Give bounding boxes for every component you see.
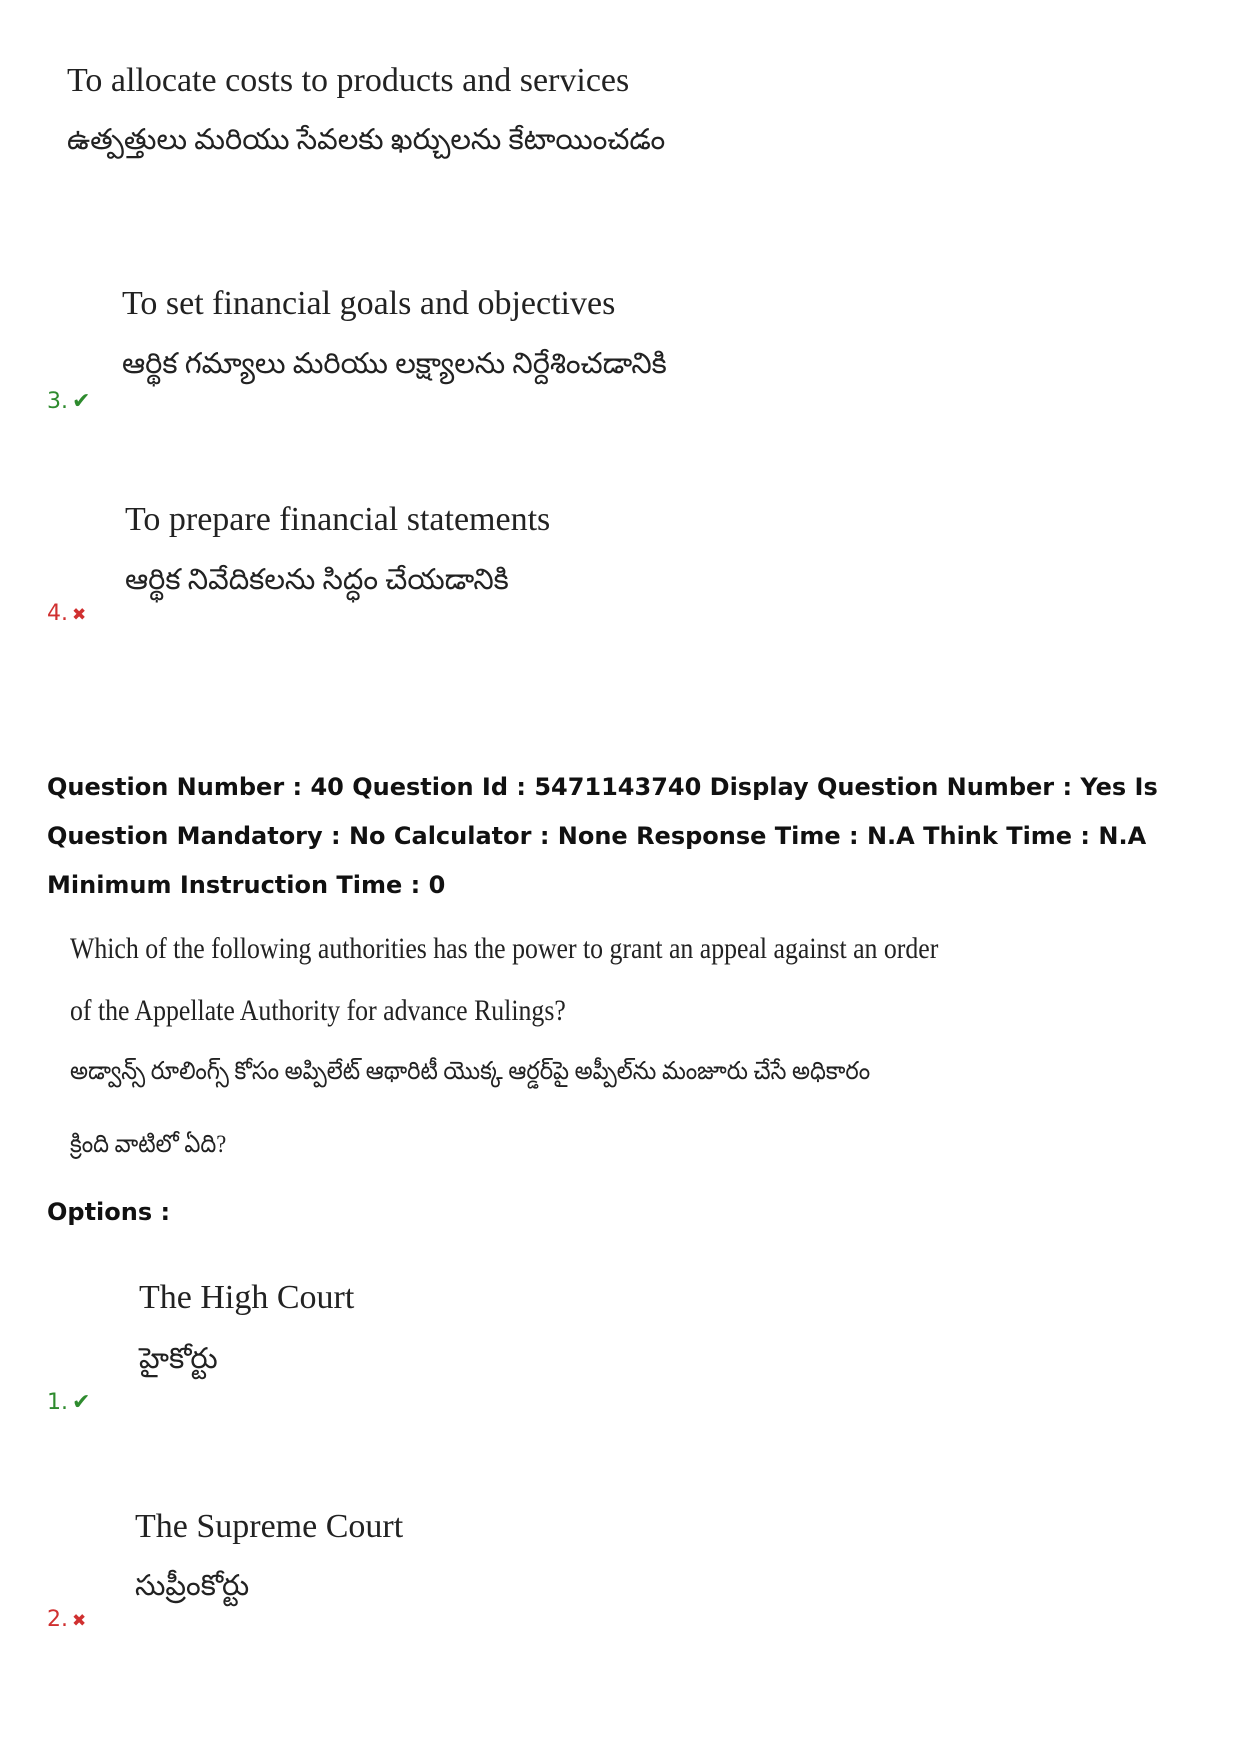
prev-option-3-marker bbox=[47, 389, 90, 414]
check-icon: ✔ bbox=[72, 1390, 91, 1415]
prev-option-3-english: To set financial goals and objectives bbox=[122, 285, 616, 322]
question-english-line-2: of the Appellate Authority for advance Rulings? bbox=[70, 994, 566, 1027]
question-telugu-line-1: అడ్వాన్స్ రూలింగ్స్ కోసం అప్పిలేట్ ఆథారిటీ యొక్క ఆర్డర్‌పై అప్పీల్‌ను మంజూరు చేసే అధికారం bbox=[70, 1058, 871, 1085]
question-telugu-line-2: క్రింది వాటిలో ఏది? bbox=[70, 1131, 227, 1158]
prev-option-2-telugu: ఉత్పత్తులు మరియు సేవలకు ఖర్చులను కేటాయించడం bbox=[67, 124, 666, 156]
question-english-line-1: Which of the following authorities has the power to grant an appeal against an order bbox=[70, 932, 939, 965]
check-icon: ✔ bbox=[72, 389, 91, 414]
prev-option-4-english: To prepare financial statements bbox=[125, 501, 551, 538]
cross-icon: ✖ bbox=[72, 1611, 87, 1631]
option-number: 4. bbox=[47, 601, 68, 626]
option-number: 3. bbox=[47, 389, 68, 414]
option-number: 1. bbox=[47, 1390, 68, 1415]
option-2-telugu: సుప్రీంకోర్టు bbox=[135, 1570, 250, 1602]
prev-option-4-marker bbox=[47, 601, 86, 626]
prev-option-3-telugu: ఆర్థిక గమ్యాలు మరియు లక్ష్యాలను నిర్దేశించడానికి bbox=[122, 348, 667, 380]
option-1-english: The High Court bbox=[139, 1279, 355, 1316]
option-2-marker bbox=[47, 1607, 86, 1632]
option-2-english: The Supreme Court bbox=[135, 1508, 404, 1545]
question-meta: Question Number : 40 Question Id : 5471143740 Display Question Number : Yes Is Question Mandatory : No Calculator : None Response Time : N.A Think Time : N.A Minimum Instruction Time : 0 bbox=[47, 773, 1158, 899]
cross-icon: ✖ bbox=[72, 605, 87, 625]
prev-option-2-english: To allocate costs to products and services bbox=[67, 62, 630, 99]
option-1-telugu: హైకోర్టు bbox=[139, 1343, 218, 1375]
option-number: 2. bbox=[47, 1607, 68, 1632]
options-label: Options : bbox=[47, 1198, 171, 1226]
prev-option-4-telugu: ఆర్థిక నివేదికలను సిద్ధం చేయడానికి bbox=[125, 564, 509, 596]
option-1-marker bbox=[47, 1390, 90, 1415]
